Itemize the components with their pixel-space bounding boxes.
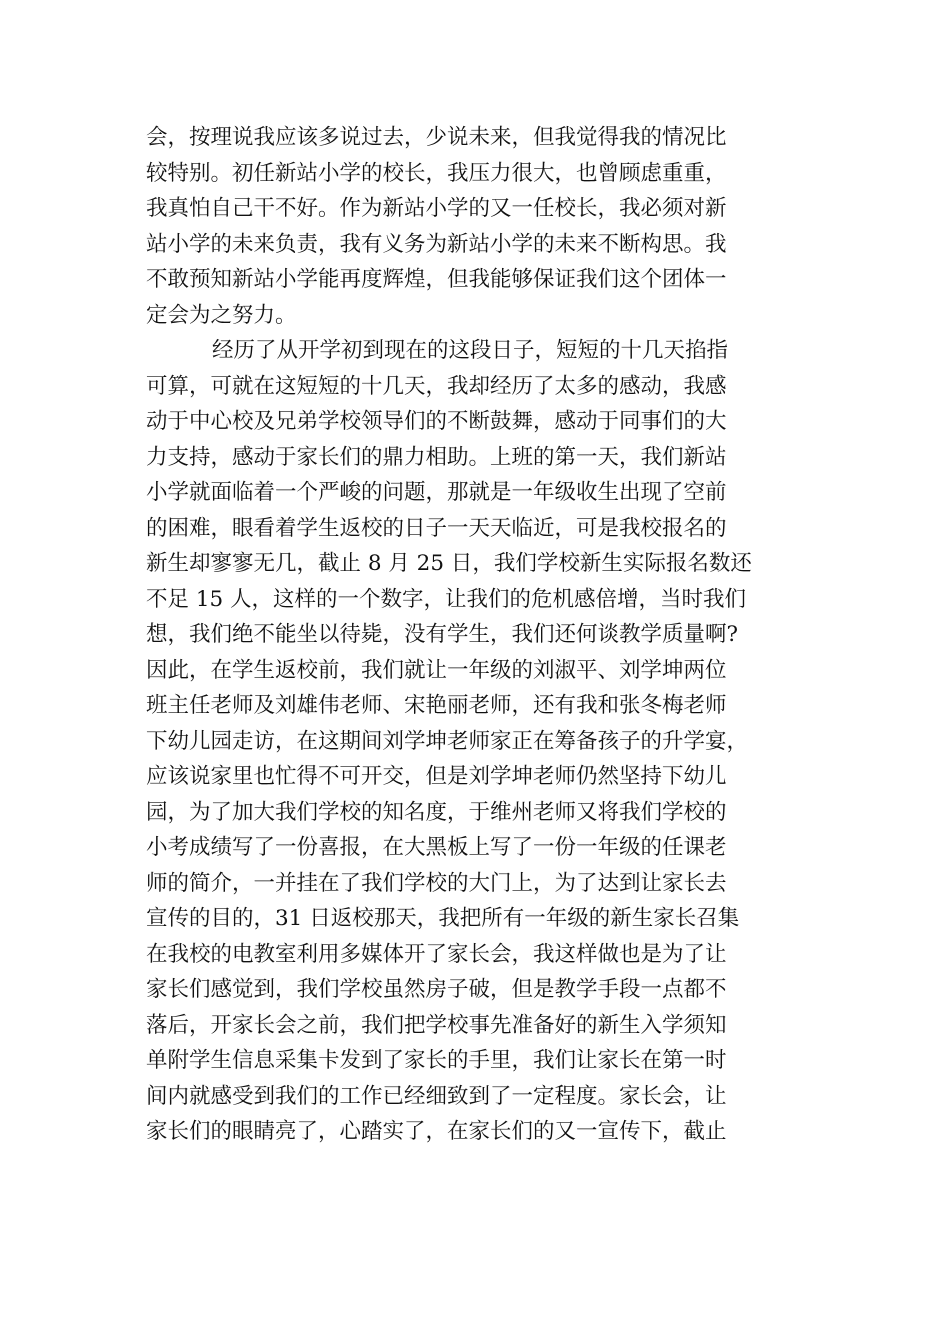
- text-line: 的困难，眼看着学生返校的日子一天天临近，可是我校报名的: [146, 515, 727, 541]
- text-line: 因此，在学生返校前，我们就让一年级的刘淑平、刘学坤两位: [146, 657, 727, 683]
- text-line: 宣传的目的，31 日返校那天，我把所有一年级的新生家长召集: [146, 906, 740, 931]
- text-line: 动于中心校及兄弟学校领导们的不断鼓舞，感动于同事们的大: [146, 409, 727, 434]
- text-line: 师的简介，一并挂在了我们学校的大门上，为了达到让家长去: [146, 870, 727, 896]
- text-line: 单附学生信息采集卡发到了家长的手里，我们让家长在第一时: [146, 1048, 727, 1073]
- text-line: 想，我们绝不能坐以待毙，没有学生，我们还何谈教学质量啊?: [146, 622, 739, 647]
- text-line: 小学就面临着一个严峻的问题，那就是一年级收生出现了空前: [146, 480, 727, 505]
- text-line: 定会为之努力。: [146, 302, 297, 328]
- text-line: 力支持，感动于家长们的鼎力相助。上班的第一天，我们新站: [146, 444, 727, 470]
- text-line: 下幼儿园走访，在这期间刘学坤老师家正在筹备孩子的升学宴，: [146, 728, 749, 754]
- text-line: 会，按理说我应该多说过去，少说未来，但我觉得我的情况比: [146, 125, 727, 150]
- text-line: 班主任老师及刘雄伟老师、宋艳丽老师，还有我和张冬梅老师: [146, 693, 727, 718]
- text-line: 家长们感觉到，我们学校虽然房子破，但是教学手段一点都不: [146, 977, 727, 1002]
- text-line: 新生却寥寥无几，截止 8 月 25 日，我们学校新生实际报名数还: [146, 551, 752, 576]
- paragraph-first-line: 经历了从开学初到现在的这段日子，短短的十几天掐指: [212, 338, 729, 363]
- text-line: 较特别。初任新站小学的校长，我压力很大，也曾顾虑重重，: [146, 160, 727, 186]
- text-line: 小考成绩写了一份喜报，在大黑板上写了一份一年级的任课老: [146, 835, 727, 860]
- text-line: 不足 15 人，这样的一个数字，让我们的危机感倍增，当时我们: [146, 586, 747, 612]
- text-line: 在我校的电教室利用多媒体开了家长会，我这样做也是为了让: [146, 941, 727, 967]
- text-line: 可算，可就在这短短的十几天，我却经历了太多的感动，我感: [146, 373, 727, 399]
- text-line: 园，为了加大我们学校的知名度，于维州老师又将我们学校的: [146, 799, 727, 825]
- text-line: 应该说家里也忙得不可开交，但是刘学坤老师仍然坚持下幼儿: [146, 764, 727, 789]
- text-line: 家长们的眼睛亮了，心踏实了，在家长们的又一宣传下，截止: [146, 1119, 727, 1144]
- text-line: 落后，开家长会之前，我们把学校事先准备好的新生入学须知: [146, 1012, 727, 1038]
- text-line: 我真怕自己干不好。作为新站小学的又一任校长，我必须对新: [146, 196, 727, 221]
- text-line: 站小学的未来负责，我有义务为新站小学的未来不断构思。我: [146, 231, 727, 257]
- body-text: [146, 120, 806, 1150]
- text-line: 不敢预知新站小学能再度辉煌，但我能够保证我们这个团体一: [146, 267, 727, 292]
- text-line: 间内就感受到我们的工作已经细致到了一定程度。家长会，让: [146, 1083, 727, 1109]
